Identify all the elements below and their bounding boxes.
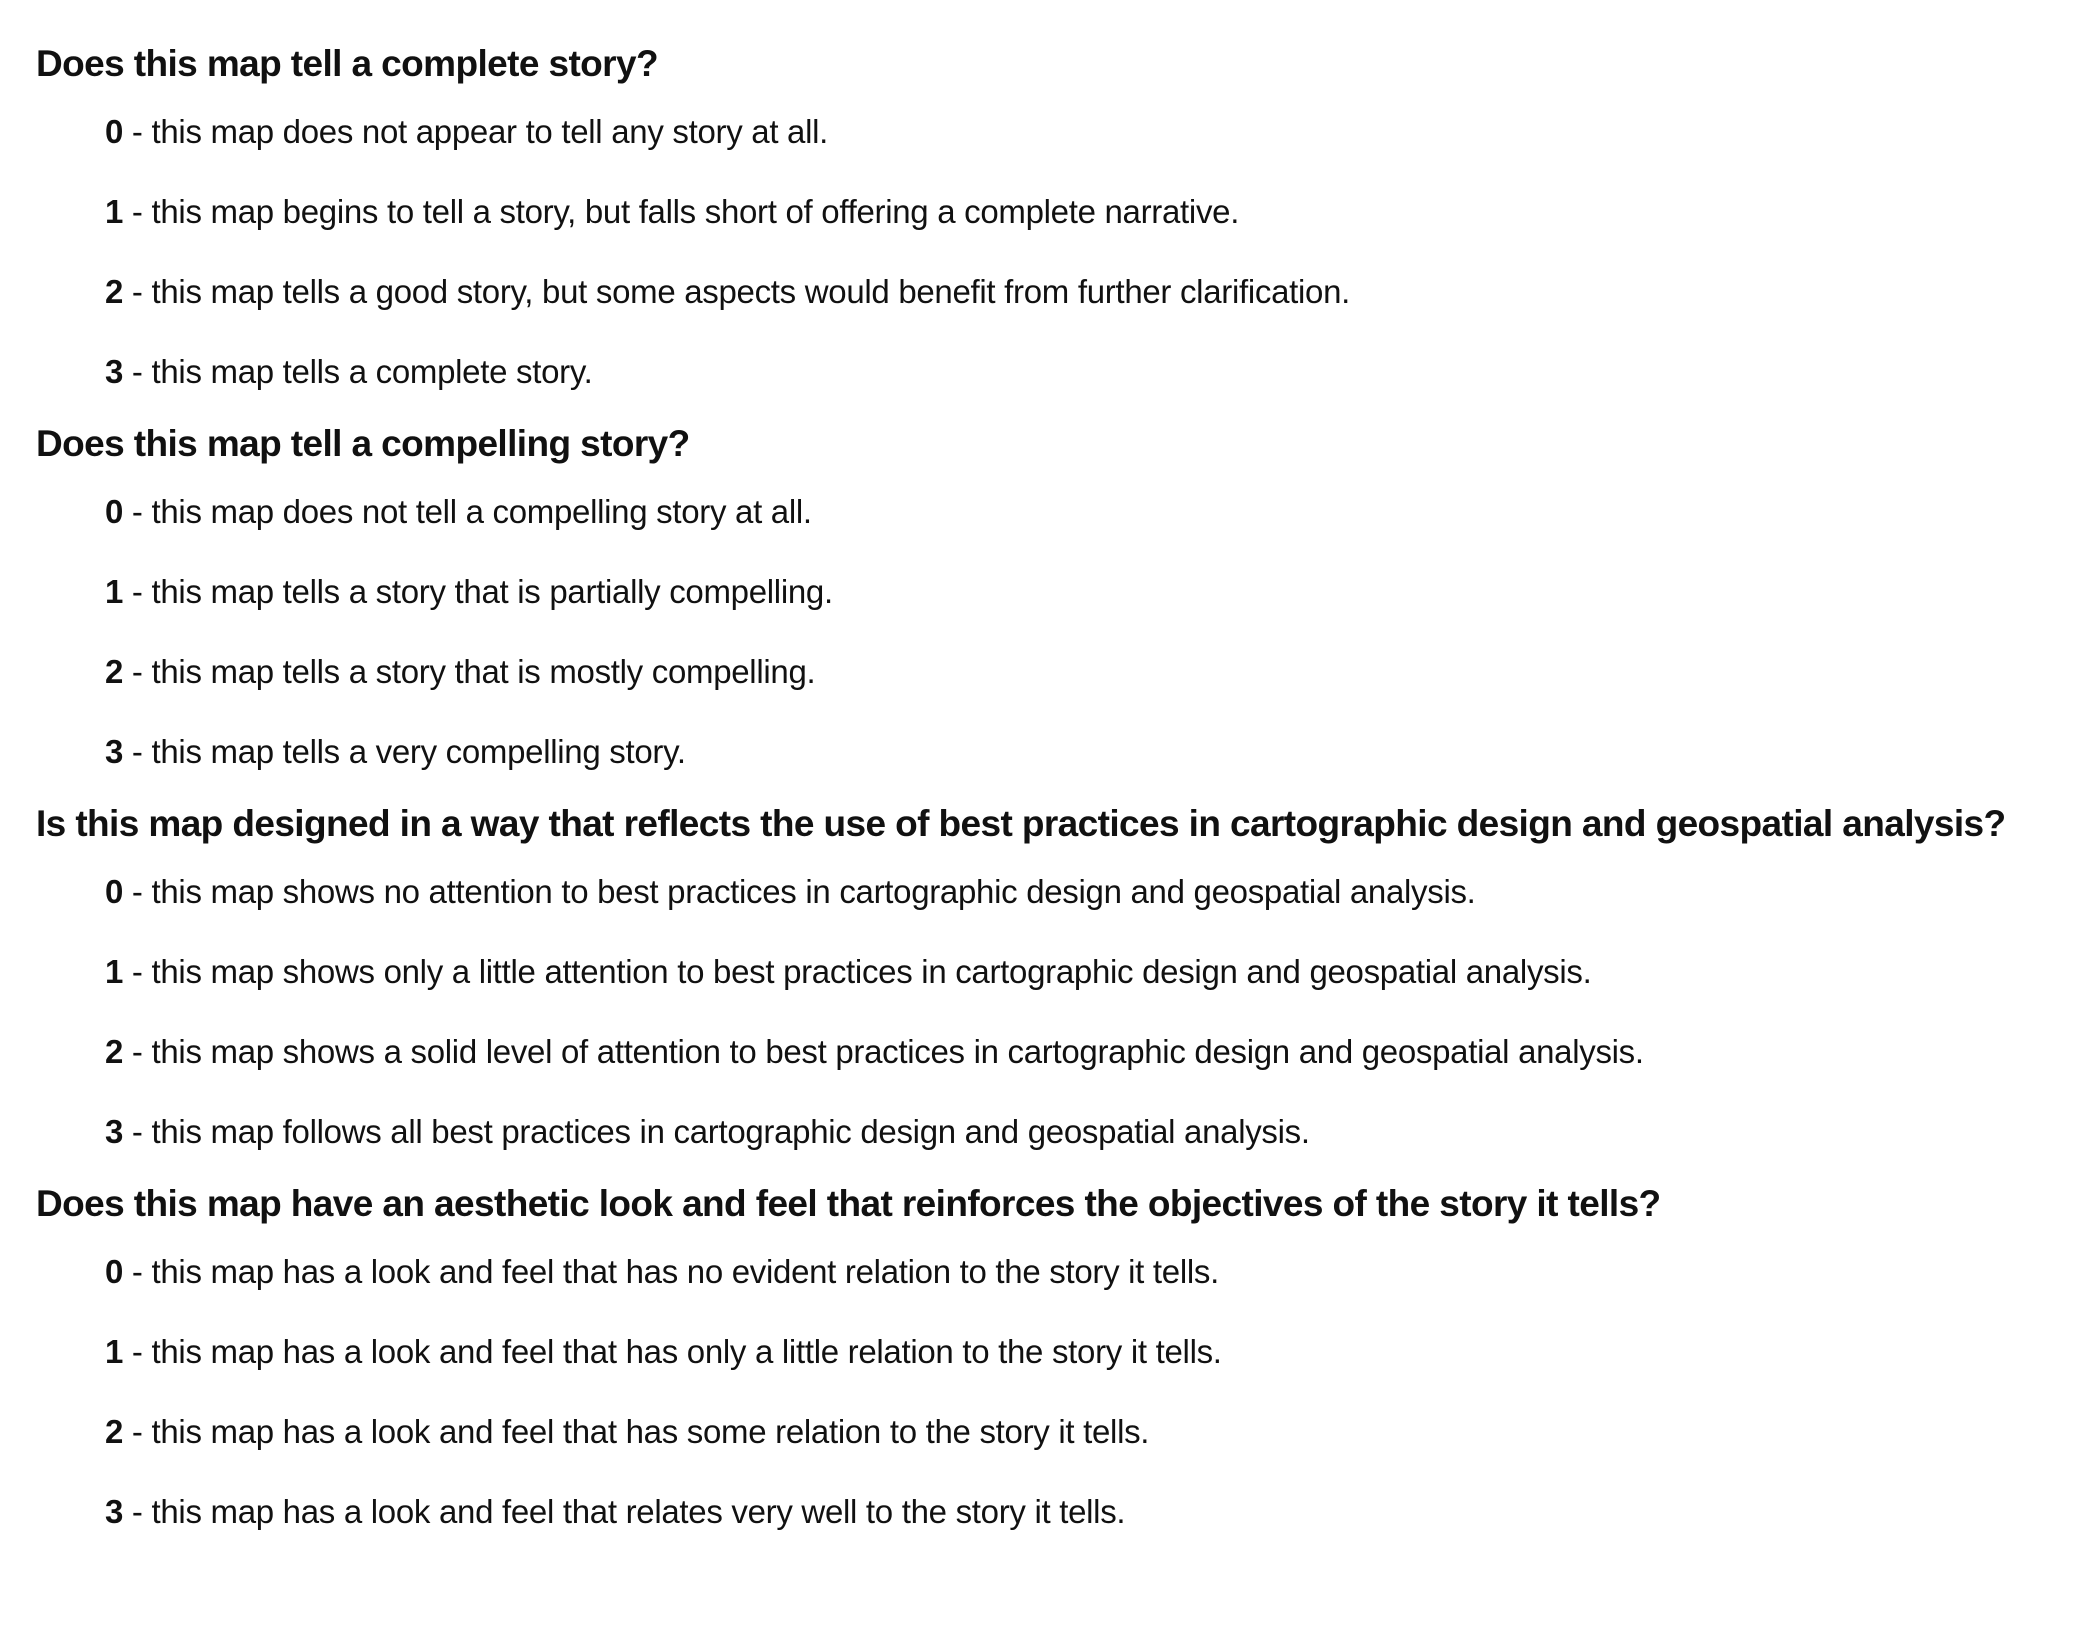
- criterion-item: [105, 272, 2074, 312]
- criterion-text: - this map tells a very compelling story.: [123, 733, 686, 770]
- score-number: 3: [105, 353, 124, 390]
- criterion-item: [105, 1332, 2074, 1372]
- criterion-text: - this map has a look and feel that has only a little relation to the story it tells.: [123, 1333, 1222, 1370]
- criterion-text: - this map tells a story that is mostly compelling.: [123, 653, 816, 690]
- rubric-section-complete-story: [36, 36, 2074, 392]
- score-number: 3: [105, 1113, 124, 1150]
- criterion-text: - this map begins to tell a story, but falls short of offering a complete narrative.: [123, 193, 1240, 230]
- criterion-text: - this map has a look and feel that relates very well to the story it tells.: [123, 1493, 1126, 1530]
- criterion-text: - this map shows a solid level of attention to best practices in cartographic design and geospatial analysis.: [123, 1033, 1644, 1070]
- score-number: 2: [105, 273, 124, 310]
- score-number: 0: [105, 113, 124, 150]
- rubric-section-best-practices: [36, 796, 2074, 1152]
- score-number: 1: [105, 1333, 124, 1370]
- criteria-list: [36, 1252, 2074, 1532]
- criterion-item: [105, 352, 2074, 392]
- section-question: Is this map designed in a way that reflects the use of best practices in cartographic design and geospatial analysis?: [36, 803, 2006, 844]
- rubric-section-compelling-story: [36, 416, 2074, 772]
- criterion-item: [105, 1032, 2074, 1072]
- criterion-item: [105, 1492, 2074, 1532]
- criterion-text: - this map tells a story that is partially compelling.: [123, 573, 833, 610]
- score-number: 2: [105, 1033, 124, 1070]
- criterion-text: - this map has a look and feel that has some relation to the story it tells.: [123, 1413, 1150, 1450]
- criterion-item: [105, 652, 2074, 692]
- criterion-item: [105, 572, 2074, 612]
- criterion-item: [105, 1112, 2074, 1152]
- rubric-section-aesthetic: [36, 1176, 2074, 1532]
- criterion-text: - this map shows no attention to best practices in cartographic design and geospatial analysis.: [123, 873, 1476, 910]
- section-question: Does this map tell a complete story?: [36, 43, 658, 84]
- criterion-text: - this map follows all best practices in cartographic design and geospatial analysis.: [123, 1113, 1310, 1150]
- score-number: 3: [105, 1493, 124, 1530]
- criterion-item: [105, 952, 2074, 992]
- score-number: 2: [105, 1413, 124, 1450]
- criterion-text: - this map tells a complete story.: [123, 353, 593, 390]
- criterion-item: [105, 492, 2074, 532]
- criterion-text: - this map has a look and feel that has no evident relation to the story it tells.: [123, 1253, 1219, 1290]
- score-number: 1: [105, 573, 124, 610]
- criterion-item: [105, 1412, 2074, 1452]
- score-number: 2: [105, 653, 124, 690]
- criterion-item: [105, 112, 2074, 152]
- section-question: Does this map tell a compelling story?: [36, 423, 690, 464]
- score-number: 0: [105, 493, 124, 530]
- score-number: 3: [105, 733, 124, 770]
- criteria-list: [36, 492, 2074, 772]
- criteria-list: [36, 872, 2074, 1152]
- criterion-item: [105, 192, 2074, 232]
- criterion-text: - this map does not appear to tell any story at all.: [123, 113, 829, 150]
- criterion-text: - this map shows only a little attention to best practices in cartographic design and geospatial analysis.: [123, 953, 1592, 990]
- score-number: 0: [105, 1253, 124, 1290]
- criteria-list: [36, 112, 2074, 392]
- score-number: 1: [105, 193, 124, 230]
- score-number: 1: [105, 953, 124, 990]
- section-question: Does this map have an aesthetic look and feel that reinforces the objectives of the story it tells?: [36, 1183, 1661, 1224]
- criterion-item: [105, 732, 2074, 772]
- criterion-text: - this map does not tell a compelling story at all.: [123, 493, 812, 530]
- criterion-item: [105, 872, 2074, 912]
- score-number: 0: [105, 873, 124, 910]
- criterion-text: - this map tells a good story, but some aspects would benefit from further clarification.: [123, 273, 1351, 310]
- criterion-item: [105, 1252, 2074, 1292]
